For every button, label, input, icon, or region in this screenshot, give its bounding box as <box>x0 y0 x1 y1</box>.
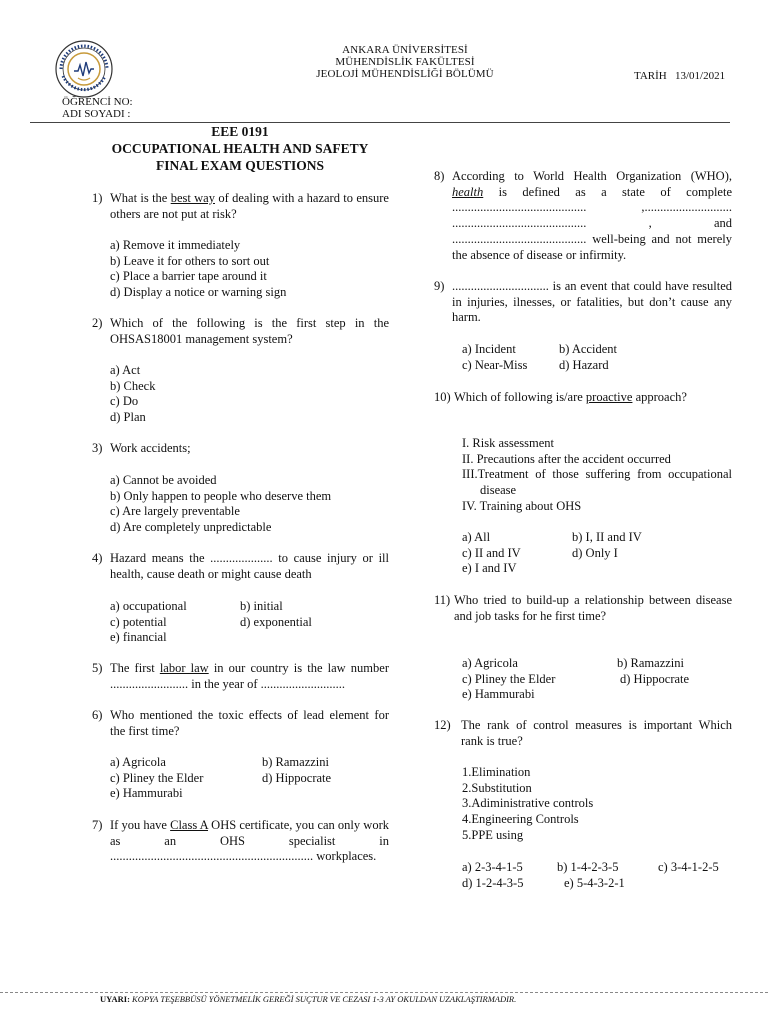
option: b) initial <box>240 599 283 613</box>
question-2-options <box>110 363 155 426</box>
question-9-options <box>462 342 662 373</box>
option: a) Agricola <box>110 755 166 769</box>
control-measure: 5.PPE using <box>462 827 524 842</box>
underlined-term: labor law <box>159 661 209 675</box>
question-text: in our country is the law number ......................... in the year of ........................... <box>110 661 389 691</box>
control-measure: 4.Engineering Controls <box>462 812 579 827</box>
question-12 <box>434 718 732 749</box>
question-4-options <box>110 599 350 646</box>
option: b) Leave it for others to sort out <box>110 253 270 268</box>
option: d) exponential <box>240 614 312 629</box>
question-10 <box>434 390 732 406</box>
option: d) Hippocrate <box>620 671 690 686</box>
question-number: 7) <box>92 818 103 832</box>
date-value: 13/01/2021 <box>674 70 726 82</box>
option: d) Only I <box>572 545 618 560</box>
question-text: What is the <box>110 191 171 205</box>
student-name-label: ADI SOYADI : <box>62 108 131 120</box>
control-measure: 3.Adiministrative controls <box>462 796 594 811</box>
question-12-items <box>462 765 593 844</box>
question-3 <box>92 441 389 457</box>
course-code: EEE 0191 <box>211 124 269 139</box>
question-number: 1) <box>92 191 103 205</box>
option: a) Agricola <box>462 656 518 670</box>
question-10-statements <box>462 436 732 515</box>
control-measure: 1.Elimination <box>462 765 531 779</box>
option: e) 5-4-3-2-1 <box>564 875 625 890</box>
option: a) All <box>462 530 491 544</box>
underlined-term: best way <box>170 191 215 205</box>
question-text: If you have <box>110 818 171 832</box>
option: b) 1-4-2-3-5 <box>557 860 619 874</box>
option: a) Cannot be avoided <box>110 473 217 487</box>
question-7 <box>92 818 389 865</box>
university-seal-icon <box>55 40 113 98</box>
option: d) Hazard <box>559 357 609 372</box>
question-8 <box>434 169 732 263</box>
option: b) Only happen to people who deserve them <box>110 488 332 503</box>
institution-header <box>300 44 510 80</box>
question-text: of dealing with a hazard to ensure others are not put at risk? <box>110 191 389 221</box>
question-text: approach? <box>632 390 687 404</box>
question-5 <box>92 661 389 692</box>
option: a) occupational <box>110 599 187 613</box>
question-text: Who tried to build-up a relationship between disease and job tasks for he first time? <box>454 593 732 623</box>
warning-text: KOPYA TEŞEBBÜSÜ YÖNETMELİK GEREĞİ SUÇTUR VE CEZASI 1-3 AY OKULDAN UZAKLAŞTIRMADIR. <box>129 994 517 1004</box>
option: d) Plan <box>110 410 146 425</box>
footer-rule <box>0 992 768 993</box>
exam-type: FINAL EXAM QUESTIONS <box>155 158 325 173</box>
question-number: 9) <box>434 279 445 293</box>
question-text: The rank of control measures is important Which rank is true? <box>461 718 732 748</box>
question-text: ............................... is an event that could have resulted in injuries, ilnesses, or fatalities, but don’t cause any harm. <box>452 279 732 325</box>
question-9 <box>434 279 732 326</box>
statement: II. Precautions after the accident occurred <box>462 451 671 466</box>
option: a) Incident <box>462 342 516 356</box>
option: e) Hammurabi <box>110 786 183 801</box>
question-text: Which of the following is the first step in the OHSAS18001 management system? <box>110 316 389 346</box>
option: b) Ramazzini <box>262 755 329 769</box>
option: c) 3-4-1-2-5 <box>658 860 719 874</box>
question-6-options <box>110 755 370 802</box>
question-3-options <box>110 473 331 536</box>
option: b) Check <box>110 378 156 393</box>
option: b) Accident <box>559 342 617 356</box>
date-label: TARİH <box>634 70 667 82</box>
underlined-term: proactive <box>585 390 633 404</box>
question-1-options <box>110 238 286 301</box>
option: d) Display a notice or warning sign <box>110 285 287 300</box>
option: a) Act <box>110 363 141 377</box>
question-text: is defined as a state of complete ........................................... ,............................ ........................................... , and ........................................... well-being and not merely the absence of disease or infirmity. <box>452 184 732 262</box>
question-text: Hazard means the .................... to cause injury or ill health, cause death or might cause death <box>110 551 389 581</box>
question-number: 2) <box>92 316 103 330</box>
question-text: According to World Health Organization (WHO), <box>452 169 732 183</box>
underlined-term: Class A <box>170 818 209 832</box>
question-text: Which of following is/are <box>454 390 586 404</box>
question-text: Work accidents; <box>110 441 191 455</box>
faculty-name: MÜHENDİSLİK FAKÜLTESİ <box>335 56 475 68</box>
question-text: OHS certificate, you can only work as an OHS specialist in ................................................................. workplaces. <box>110 818 389 864</box>
option: c) Pliney the Elder <box>110 770 204 785</box>
warning-label: UYARI: <box>100 994 130 1004</box>
option: a) 2-3-4-1-5 <box>462 860 523 874</box>
university-name: ANKARA ÜNİVERSİTESİ <box>342 44 468 56</box>
option: c) Near-Miss <box>462 357 528 372</box>
warning-footer <box>100 994 516 1004</box>
question-number: 8) <box>434 169 445 183</box>
statement: I. Risk assessment <box>462 436 555 450</box>
option: d) 1-2-4-3-5 <box>462 875 524 890</box>
question-text: The first <box>110 661 160 675</box>
option: c) Do <box>110 394 139 409</box>
question-number: 5) <box>92 661 103 675</box>
question-6 <box>92 708 389 739</box>
course-name: OCCUPATIONAL HEALTH AND SAFETY <box>111 141 369 156</box>
question-number: 6) <box>92 708 103 722</box>
student-no-label: ÖĞRENCİ NO: <box>62 96 133 108</box>
option: d) Hippocrate <box>262 770 332 785</box>
question-10-options <box>462 530 702 577</box>
statement: IV. Training about OHS <box>462 498 582 513</box>
option: c) II and IV <box>462 545 521 560</box>
option: d) Are completely unpredictable <box>110 520 272 535</box>
option: b) Ramazzini <box>617 656 684 670</box>
option: c) Place a barrier tape around it <box>110 269 267 284</box>
question-number: 10) <box>434 390 451 404</box>
question-12-options <box>462 860 742 891</box>
question-number: 3) <box>92 441 103 455</box>
question-2 <box>92 316 389 347</box>
question-11 <box>434 593 732 624</box>
question-1 <box>92 191 389 222</box>
question-number: 12) <box>434 718 451 732</box>
option: e) I and IV <box>462 561 517 576</box>
question-11-options <box>462 656 732 703</box>
exam-date <box>634 70 725 82</box>
question-4 <box>92 551 389 582</box>
question-text: Who mentioned the toxic effects of lead element for the first time? <box>110 708 389 738</box>
question-number: 11) <box>434 593 451 607</box>
department-name: JEOLOJİ MÜHENDİSLİĞİ BÖLÜMÜ <box>316 68 494 80</box>
option: c) potential <box>110 614 167 629</box>
option: a) Remove it immediately <box>110 238 241 252</box>
underlined-term: health <box>452 184 484 199</box>
university-logo <box>55 40 113 98</box>
option: e) financial <box>110 630 167 645</box>
exam-title <box>80 123 400 174</box>
option: b) I, II and IV <box>572 530 642 544</box>
statement: III.Treatment of those suffering from occupational disease <box>462 467 732 498</box>
control-measure: 2.Substitution <box>462 780 532 795</box>
option: c) Pliney the Elder <box>462 671 556 686</box>
option: c) Are largely preventable <box>110 504 240 519</box>
question-number: 4) <box>92 551 103 565</box>
option: e) Hammurabi <box>462 687 535 702</box>
